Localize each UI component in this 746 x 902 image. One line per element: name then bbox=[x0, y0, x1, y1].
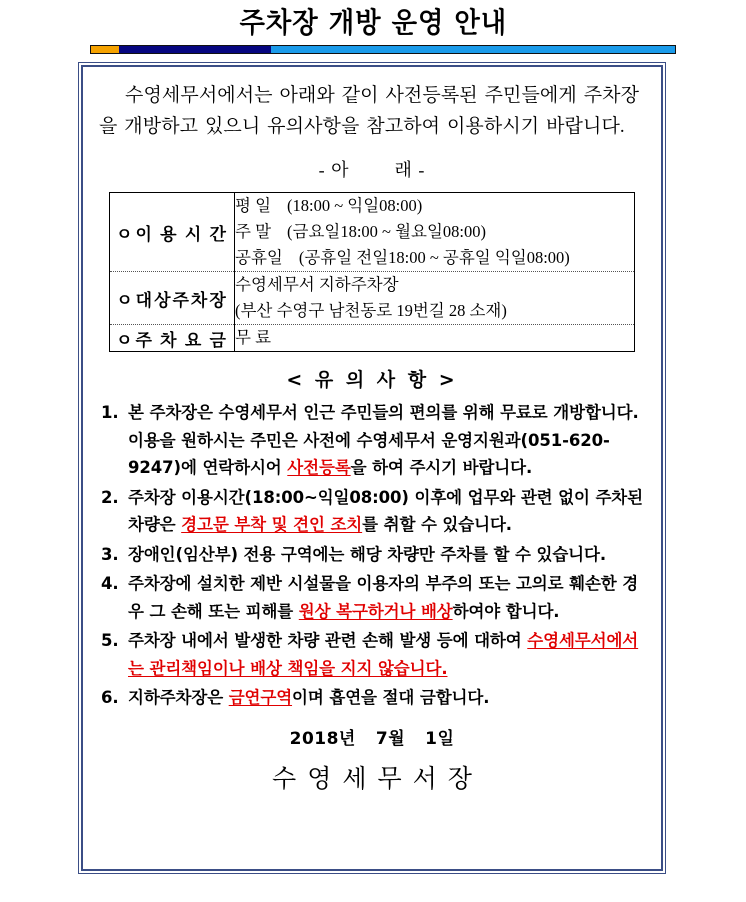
info-value-key: 주 말 bbox=[235, 222, 272, 241]
title-bar bbox=[0, 0, 746, 42]
list-item bbox=[101, 484, 645, 539]
signer-name: 수영세무서장 bbox=[272, 765, 483, 793]
info-row-label-text: 대상주차장 bbox=[135, 290, 228, 310]
info-value-text: (공휴일 전일18:00 ~ 공휴일 익일08:00) bbox=[298, 248, 570, 267]
info-row-label bbox=[110, 193, 235, 272]
list-item-text bbox=[128, 488, 643, 535]
info-table bbox=[109, 192, 635, 352]
info-value-line: 수영세무서 지하주차장 bbox=[235, 275, 399, 294]
arae-word-2: 래 bbox=[394, 160, 413, 180]
table-row bbox=[110, 272, 635, 325]
arae-dash-right: - bbox=[418, 160, 426, 180]
document-frame-outer bbox=[78, 62, 666, 874]
intro-paragraph: 수영세무서에서는 아래와 같이 사전등록된 주민들에게 주차장을 개방하고 있으니 유의사항을 참고하여 이용하시기 바랍니다. bbox=[99, 85, 640, 137]
highlighted-text: 경고문 부착 및 견인 조치 bbox=[181, 515, 363, 534]
info-value-line: (부산 수영구 남천동로 19번길 28 소재) bbox=[235, 301, 507, 320]
info-row-value bbox=[235, 325, 635, 352]
arae-divider bbox=[97, 156, 647, 182]
plain-text: 장애인(임산부) 전용 구역에는 해당 차량만 주차를 할 수 있습니다. bbox=[128, 544, 607, 564]
list-item-number: 5. bbox=[101, 631, 119, 650]
issue-month: 7월 bbox=[375, 728, 406, 749]
info-value-line bbox=[235, 219, 634, 245]
list-item bbox=[101, 684, 645, 712]
info-value-line: 무 료 bbox=[235, 328, 272, 347]
issue-year: 2018년 bbox=[289, 728, 356, 749]
info-value-text: (18:00 ~ 익일08:00) bbox=[287, 196, 423, 215]
info-row-label-text: 이 용 시 간 bbox=[135, 224, 228, 244]
info-row-value bbox=[235, 272, 635, 325]
color-rule-segment-navy bbox=[119, 46, 271, 53]
list-item-number: 4. bbox=[101, 574, 119, 593]
page-title: 주차장 개방 운영 안내 bbox=[239, 6, 507, 39]
list-item-text bbox=[128, 574, 638, 621]
info-value-line bbox=[235, 245, 634, 271]
list-item bbox=[101, 399, 645, 482]
info-row-label-text: 주 차 요 금 bbox=[135, 330, 228, 350]
document-frame-inner bbox=[81, 65, 663, 871]
table-row bbox=[110, 193, 635, 272]
list-item-text bbox=[128, 403, 639, 477]
info-value-key: 평 일 bbox=[235, 196, 272, 215]
info-table-body bbox=[110, 193, 635, 352]
list-item-number: 2. bbox=[101, 487, 119, 507]
plain-text: 주차장에 설치한 제반 시설물을 이용자의 부주의 또는 고의로 훼손한 경우 그 손해 또는 피해를 bbox=[128, 574, 639, 621]
plain-text: 주차장 내에서 발생한 차량 관련 손해 발생 등에 대하여 bbox=[128, 631, 528, 650]
plain-text: 이며 흡연을 절대 금합니다. bbox=[292, 688, 490, 707]
issue-day: 1일 bbox=[425, 728, 455, 749]
arae-dash-left: - bbox=[318, 160, 326, 180]
list-item bbox=[101, 627, 645, 682]
color-rule-segment-blue bbox=[271, 46, 675, 53]
plain-text: 본 주차장은 수영세무서 인근 주민들의 편의를 위해 무료로 개방합니다. 이용을 원하시는 주민은 사전에 수영세무서 운영지원과(051-620-9247)에 연락하시어 bbox=[128, 403, 639, 477]
table-row bbox=[110, 325, 635, 352]
info-row-label bbox=[110, 325, 235, 352]
info-value-text: (금요일18:00 ~ 월요일08:00) bbox=[287, 222, 486, 241]
highlighted-text: 금연구역 bbox=[228, 688, 293, 707]
info-value-key: 공휴일 bbox=[235, 248, 283, 267]
list-item-number: 1. bbox=[101, 403, 119, 422]
highlighted-text: 원상 복구하거나 배상 bbox=[298, 601, 453, 621]
info-value-line bbox=[235, 193, 634, 219]
issue-date bbox=[97, 724, 647, 749]
plain-text: 을 하여 주시기 바랍니다. bbox=[350, 458, 533, 477]
list-item-number: 6. bbox=[101, 688, 119, 707]
highlighted-text: 사전등록 bbox=[287, 458, 351, 477]
plain-text: 하여야 합니다. bbox=[452, 601, 560, 621]
decorative-color-rule bbox=[90, 45, 676, 54]
list-item bbox=[101, 570, 645, 625]
bullet-circle-icon: ㅇ bbox=[116, 330, 136, 350]
list-item-text bbox=[128, 688, 489, 707]
color-rule-segment-orange bbox=[91, 46, 119, 53]
list-item-text bbox=[128, 631, 638, 678]
plain-text: 지하주차장은 bbox=[128, 688, 229, 707]
info-row-label bbox=[110, 272, 235, 325]
list-item bbox=[101, 541, 645, 569]
notice-heading: < 유 의 사 항 > bbox=[286, 369, 458, 391]
highlighted-text: 수영세무서에서는 관리책임이나 배상 책임을 지지 않습니다. bbox=[128, 631, 639, 678]
list-item-number: 3. bbox=[101, 544, 119, 564]
notice-list bbox=[97, 399, 647, 712]
plain-text: 주차장 이용시간(18:00~익일08:00) 이후에 업무와 관련 없이 주차된 차량은 bbox=[128, 487, 643, 534]
plain-text: 를 취할 수 있습니다. bbox=[362, 515, 512, 534]
bullet-circle-icon: ㅇ bbox=[116, 290, 136, 310]
list-item-text bbox=[128, 545, 606, 564]
bullet-circle-icon: ㅇ bbox=[116, 224, 136, 244]
arae-word-1: 아 bbox=[331, 160, 350, 180]
info-row-value bbox=[235, 193, 635, 272]
